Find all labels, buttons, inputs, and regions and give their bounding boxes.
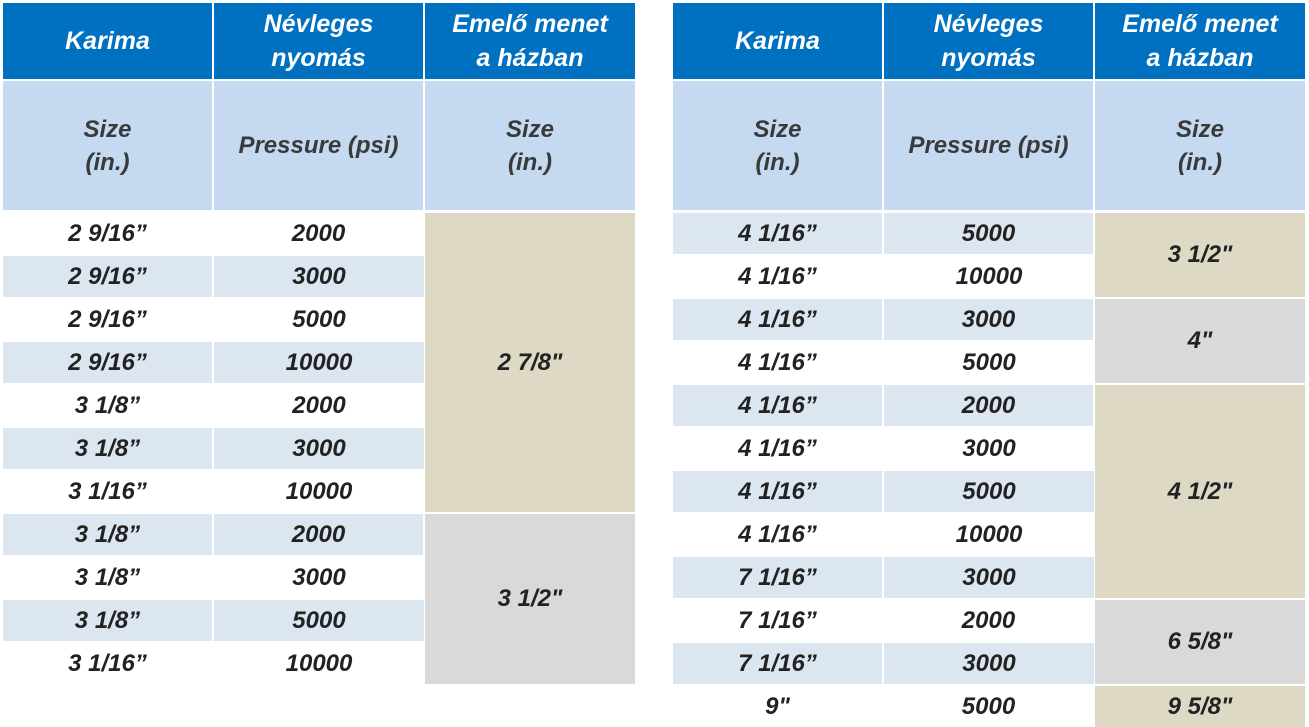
pressure-cell: 3000 (213, 255, 424, 298)
subheader-pressure: Pressure (psi) (213, 80, 424, 212)
flange-size-cell: 9" (673, 685, 883, 727)
flange-size-cell: 2 9/16” (3, 255, 213, 298)
flange-size-cell: 3 1/16” (3, 642, 213, 684)
flange-size-cell: 3 1/8” (3, 427, 213, 470)
subheader-size: Size (in.) (673, 80, 883, 212)
pressure-cell: 3000 (883, 642, 1094, 685)
thread-size-cell: 2 7/8" (424, 212, 635, 514)
flange-size-cell: 4 1/16” (673, 384, 883, 427)
pressure-cell: 3000 (883, 427, 1094, 470)
header-flange: Karima (3, 3, 213, 80)
pressure-cell: 10000 (883, 513, 1094, 556)
flange-size-cell: 3 1/8” (3, 599, 213, 642)
right-thread-table (673, 3, 1305, 727)
header-row (673, 3, 1305, 80)
header-pressure: Névleges nyomás (883, 3, 1094, 80)
header-thread: Emelő menet a házban (1094, 3, 1305, 80)
pressure-cell: 3000 (883, 556, 1094, 599)
pressure-cell: 10000 (213, 470, 424, 513)
pressure-cell: 10000 (213, 341, 424, 384)
table-row (3, 212, 635, 256)
flange-size-cell: 4 1/16” (673, 298, 883, 341)
table-row (3, 513, 635, 556)
pressure-cell: 5000 (213, 298, 424, 341)
thread-size-cell: 9 5/8" (1094, 685, 1305, 727)
flange-size-cell: 7 1/16” (673, 599, 883, 642)
pressure-cell: 3000 (883, 298, 1094, 341)
thread-size-cell: 4" (1094, 298, 1305, 384)
pressure-cell: 2000 (213, 212, 424, 256)
pressure-cell: 5000 (883, 470, 1094, 513)
subheader-size: Size (in.) (3, 80, 213, 212)
pressure-cell: 2000 (213, 384, 424, 427)
subheader-thread-size: Size (in.) (1094, 80, 1305, 212)
header-thread: Emelő menet a házban (424, 3, 635, 80)
left-thread-table (3, 3, 635, 684)
pressure-cell: 3000 (213, 427, 424, 470)
pressure-cell: 10000 (883, 255, 1094, 298)
table-row (673, 298, 1305, 341)
thread-size-cell: 3 1/2" (1094, 212, 1305, 299)
table-row (673, 212, 1305, 256)
flange-size-cell: 2 9/16” (3, 298, 213, 341)
right-table-body (673, 3, 1305, 727)
flange-size-cell: 3 1/8” (3, 384, 213, 427)
header-flange: Karima (673, 3, 883, 80)
subheader-pressure: Pressure (psi) (883, 80, 1094, 212)
subheader-thread-size: Size (in.) (424, 80, 635, 212)
table-row (673, 384, 1305, 427)
pressure-cell: 3000 (213, 556, 424, 599)
flange-size-cell: 3 1/8” (3, 556, 213, 599)
flange-size-cell: 4 1/16” (673, 470, 883, 513)
pressure-cell: 5000 (213, 599, 424, 642)
table-row (673, 599, 1305, 642)
flange-size-cell: 4 1/16” (673, 513, 883, 556)
pressure-cell: 2000 (883, 384, 1094, 427)
subheader-row (3, 80, 635, 212)
flange-size-cell: 4 1/16” (673, 427, 883, 470)
flange-size-cell: 2 9/16” (3, 212, 213, 256)
flange-size-cell: 4 1/16” (673, 212, 883, 256)
left-table-body (3, 3, 635, 684)
flange-size-cell: 2 9/16” (3, 341, 213, 384)
flange-size-cell: 7 1/16” (673, 642, 883, 685)
pressure-cell: 10000 (213, 642, 424, 684)
flange-size-cell: 3 1/16” (3, 470, 213, 513)
pressure-cell: 5000 (883, 341, 1094, 384)
flange-size-cell: 4 1/16” (673, 255, 883, 298)
subheader-row (673, 80, 1305, 212)
pressure-cell: 5000 (883, 685, 1094, 727)
flange-size-cell: 7 1/16” (673, 556, 883, 599)
table-row (673, 685, 1305, 727)
thread-size-cell: 4 1/2" (1094, 384, 1305, 599)
thread-size-cell: 6 5/8" (1094, 599, 1305, 685)
header-pressure: Névleges nyomás (213, 3, 424, 80)
flange-size-cell: 3 1/8” (3, 513, 213, 556)
header-row (3, 3, 635, 80)
pressure-cell: 5000 (883, 212, 1094, 256)
pressure-cell: 2000 (883, 599, 1094, 642)
pressure-cell: 2000 (213, 513, 424, 556)
flange-size-cell: 4 1/16” (673, 341, 883, 384)
thread-size-cell: 3 1/2" (424, 513, 635, 684)
